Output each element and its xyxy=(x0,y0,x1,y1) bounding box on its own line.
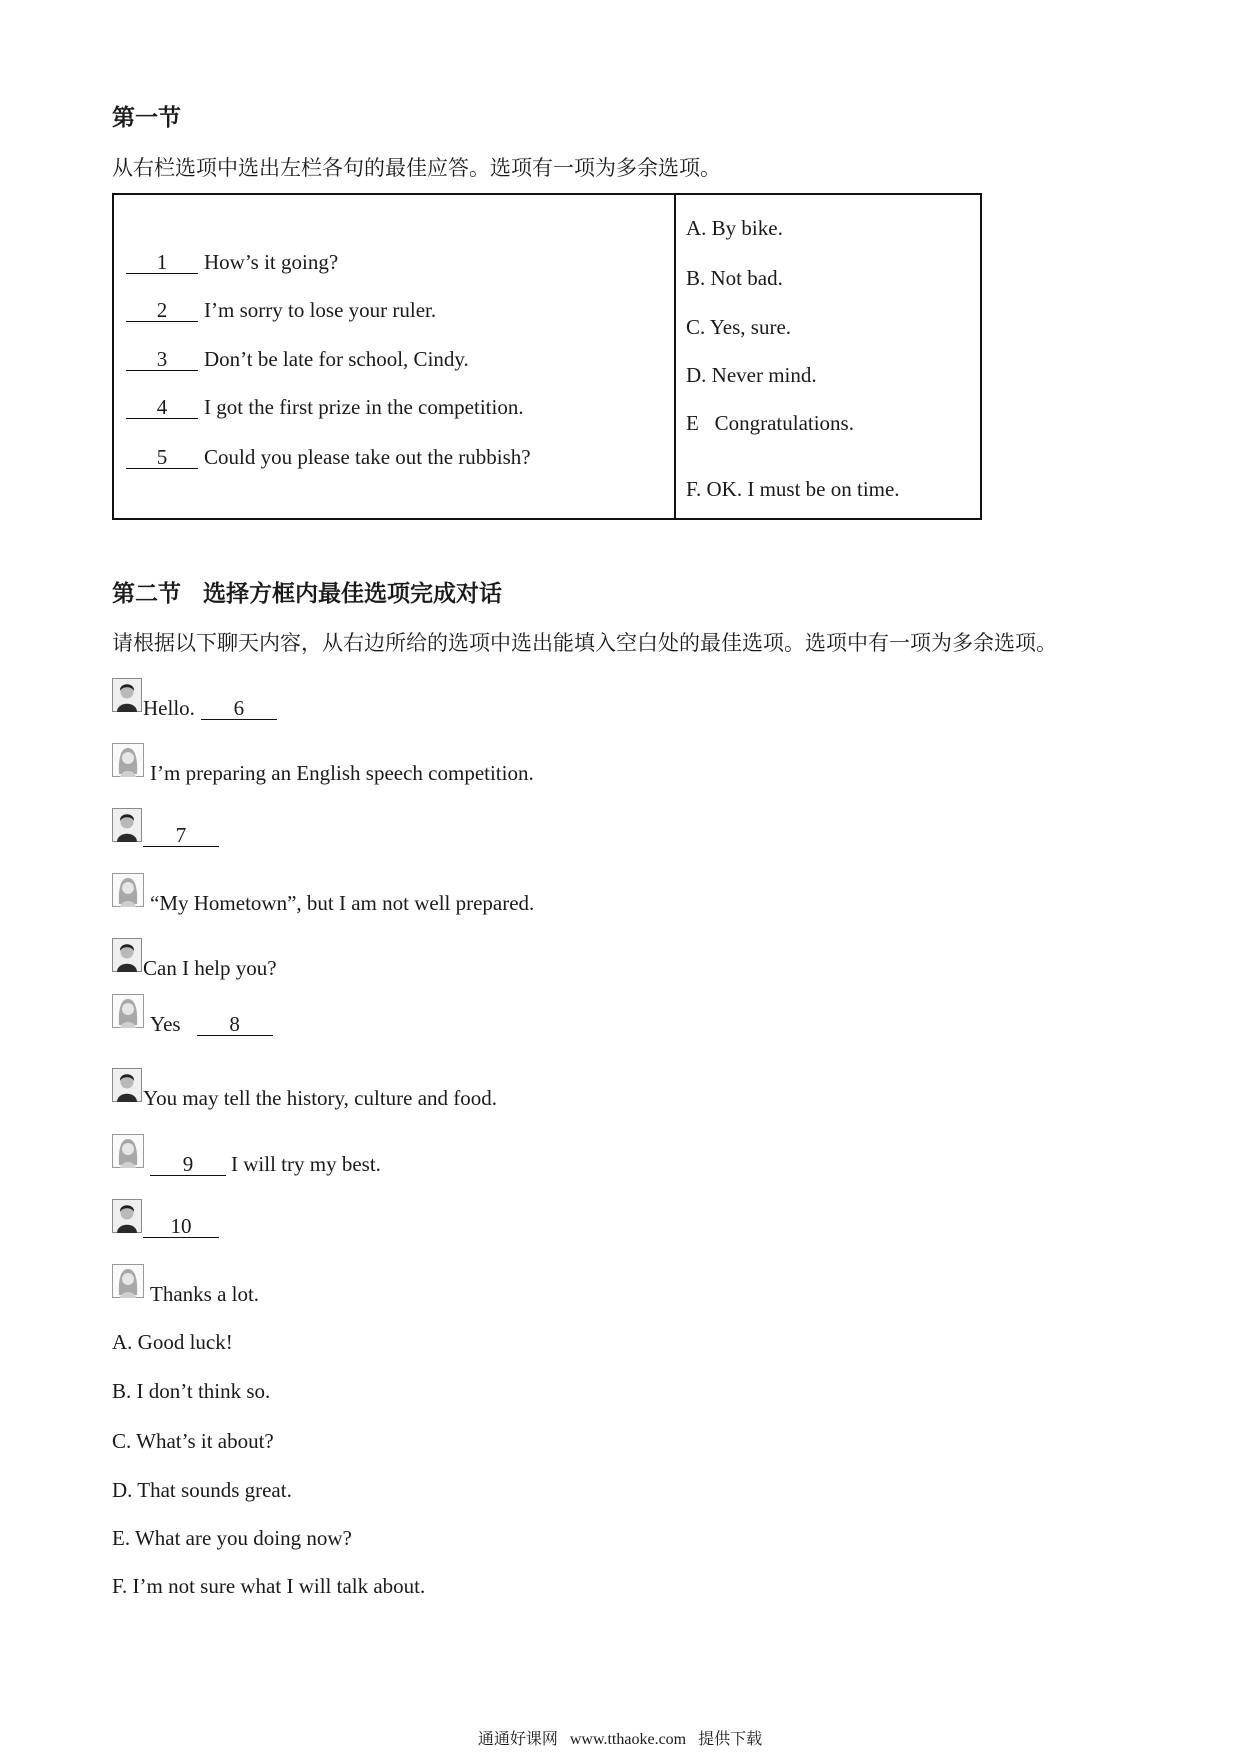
question-item xyxy=(126,249,338,275)
section2-instruction: 请根据以下聊天内容，从右边所给的选项中选出能填入空白处的最佳选项。选项中有一项为多余选项。 xyxy=(112,631,1057,655)
answer-blank: 5 xyxy=(126,447,198,469)
section1-instruction: 从右栏选项中选出左栏各句的最佳应答。选项有一项为多余选项。 xyxy=(112,156,721,180)
question-text: Could you please take out the rubbish? xyxy=(204,445,531,469)
answer-blank: 1 xyxy=(126,252,198,274)
section2-title: 第二节 xyxy=(112,581,181,606)
section2-subtitle: 选择方框内最佳选项完成对话 xyxy=(203,581,502,606)
question-text: Don’t be late for school, Cindy. xyxy=(204,347,469,371)
dialogue-text: “My Hometown”, but I am not well prepared. xyxy=(150,891,535,915)
dialogue-text: Thanks a lot. xyxy=(150,1282,260,1306)
question-text: How’s it going? xyxy=(204,250,339,274)
question-item xyxy=(126,297,436,323)
dialogue-text xyxy=(143,695,277,721)
dialogue-line xyxy=(112,1216,1012,1242)
dialogue-text-before: Yes xyxy=(150,1012,181,1036)
question-text: I’m sorry to lose your ruler. xyxy=(204,298,437,322)
dialogue-option: C. What’s it about? xyxy=(112,1429,274,1453)
dialogue-text-after: I will try my best. xyxy=(231,1152,381,1176)
dialogue-text xyxy=(143,825,219,847)
dialogue-line xyxy=(112,760,1012,786)
dialogue-option: D. That sounds great. xyxy=(112,1478,292,1502)
boy-avatar-icon xyxy=(112,1068,142,1102)
dialogue-line xyxy=(112,825,1012,851)
dialogue-option: A. Good luck! xyxy=(112,1330,233,1354)
answer-blank: 6 xyxy=(201,698,277,720)
footer-note: 提供下载 xyxy=(698,1731,763,1748)
table-column-divider xyxy=(674,195,676,518)
answer-option: B. Not bad. xyxy=(686,266,783,290)
dialogue-text xyxy=(150,1011,273,1037)
question-item xyxy=(126,394,524,420)
answer-option: C. Yes, sure. xyxy=(686,315,792,339)
boy-avatar-icon xyxy=(112,808,142,842)
section1-title: 第一节 xyxy=(112,105,181,130)
dialogue-option: F. I’m not sure what I will talk about. xyxy=(112,1574,426,1598)
dialogue-text xyxy=(143,1216,219,1238)
dialogue-text: I’m preparing an English speech competition. xyxy=(150,761,534,785)
answer-blank: 7 xyxy=(143,825,219,847)
dialogue-option: E. What are you doing now? xyxy=(112,1526,352,1550)
dialogue-line xyxy=(112,890,1012,916)
boy-avatar-icon xyxy=(112,678,142,712)
answer-blank: 8 xyxy=(197,1014,273,1036)
dialogue-text: Can I help you? xyxy=(143,956,277,980)
dialogue-line xyxy=(112,1085,1012,1111)
girl-avatar-icon xyxy=(112,1134,144,1168)
dialogue-text: You may tell the history, culture and food. xyxy=(143,1086,498,1110)
section2-heading xyxy=(112,580,502,608)
question-text: I got the first prize in the competition. xyxy=(204,395,524,419)
dialogue-line xyxy=(112,695,1012,721)
answer-option: A. By bike. xyxy=(686,216,783,240)
question-item xyxy=(126,346,469,372)
answer-option: E Congratulations. xyxy=(686,411,854,435)
boy-avatar-icon xyxy=(112,1199,142,1233)
answer-option: F. OK. I must be on time. xyxy=(686,477,900,501)
dialogue-line xyxy=(112,1151,1012,1177)
answer-blank: 9 xyxy=(150,1154,226,1176)
answer-blank: 2 xyxy=(126,300,198,322)
answer-blank: 10 xyxy=(143,1216,219,1238)
girl-avatar-icon xyxy=(112,873,144,907)
dialogue-line xyxy=(112,955,1012,981)
dialogue-option: B. I don’t think so. xyxy=(112,1379,271,1403)
girl-avatar-icon xyxy=(112,1264,144,1298)
page-footer xyxy=(0,1730,1240,1750)
boy-avatar-icon xyxy=(112,938,142,972)
dialogue-line xyxy=(112,1281,1012,1307)
dialogue-line xyxy=(112,1011,1012,1037)
answer-blank: 4 xyxy=(126,397,198,419)
question-item xyxy=(126,444,531,470)
footer-site-name: 通通好课网 xyxy=(477,1731,558,1748)
answer-option: D. Never mind. xyxy=(686,363,817,387)
dialogue-text-before: Hello. xyxy=(143,696,195,720)
answer-blank: 3 xyxy=(126,349,198,371)
girl-avatar-icon xyxy=(112,743,144,777)
footer-url: www.tthaoke.com xyxy=(569,1731,687,1748)
dialogue-text xyxy=(150,1151,381,1177)
girl-avatar-icon xyxy=(112,994,144,1028)
matching-table xyxy=(112,193,982,520)
